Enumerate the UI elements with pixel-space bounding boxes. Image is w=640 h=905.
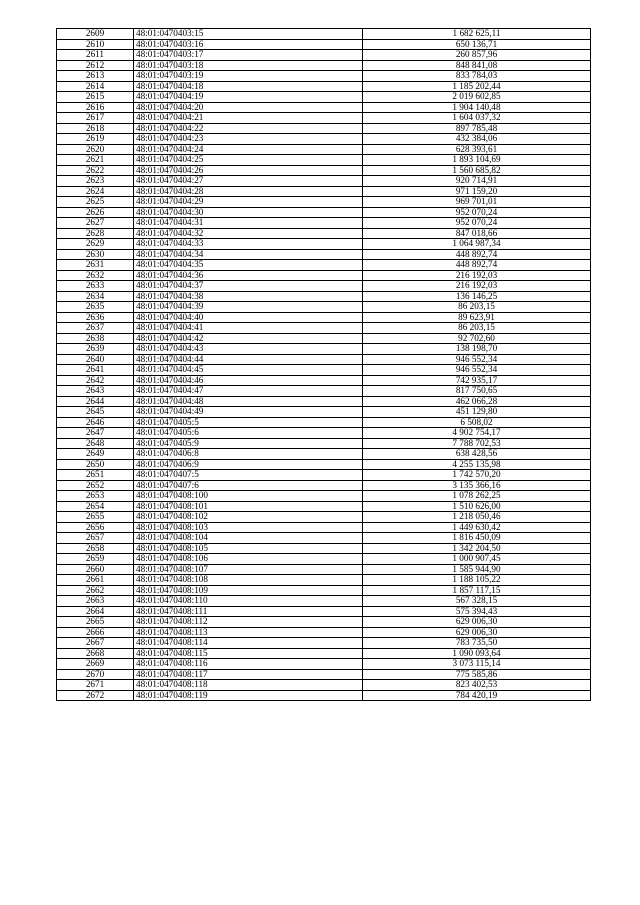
- cadastral-value-cell: 448 892,74: [363, 249, 591, 260]
- cadastral-value-cell: 1 000 907,45: [363, 554, 591, 565]
- cadastral-number-cell: 48:01:0470404:19: [134, 92, 363, 103]
- cadastral-number-cell: 48:01:0470408:111: [134, 606, 363, 617]
- row-number-cell: 2654: [57, 501, 134, 512]
- cadastral-number-cell: 48:01:0470404:43: [134, 344, 363, 355]
- cadastral-number-cell: 48:01:0470403:17: [134, 50, 363, 61]
- table-row: [57, 60, 591, 71]
- table-row: [57, 218, 591, 229]
- cadastral-value-cell: 1 218 050,46: [363, 512, 591, 523]
- table-row: [57, 554, 591, 565]
- row-number-cell: 2646: [57, 417, 134, 428]
- row-number-cell: 2633: [57, 281, 134, 292]
- row-number-cell: 2609: [57, 29, 134, 40]
- cadastral-value-cell: 216 192,03: [363, 281, 591, 292]
- table-row: [57, 585, 591, 596]
- cadastral-value-cell: 89 623,91: [363, 312, 591, 323]
- table-row: [57, 323, 591, 334]
- table-row: [57, 522, 591, 533]
- cadastral-number-cell: 48:01:0470404:29: [134, 197, 363, 208]
- table-row: [57, 312, 591, 323]
- table-row: [57, 260, 591, 271]
- table-row: [57, 176, 591, 187]
- cadastral-value-cell: 971 159,20: [363, 186, 591, 197]
- cadastral-number-cell: 48:01:0470404:20: [134, 102, 363, 113]
- cadastral-number-cell: 48:01:0470404:33: [134, 239, 363, 250]
- cadastral-number-cell: 48:01:0470404:44: [134, 354, 363, 365]
- table-row: [57, 470, 591, 481]
- cadastral-value-cell: 1 185 202,44: [363, 81, 591, 92]
- table-row: [57, 596, 591, 607]
- cadastral-number-cell: 48:01:0470403:19: [134, 71, 363, 82]
- row-number-cell: 2627: [57, 218, 134, 229]
- cadastral-value-cell: 1 857 117,15: [363, 585, 591, 596]
- table-row: [57, 144, 591, 155]
- row-number-cell: 2665: [57, 617, 134, 628]
- cadastral-number-cell: 48:01:0470408:108: [134, 575, 363, 586]
- row-number-cell: 2651: [57, 470, 134, 481]
- cadastral-value-cell: 969 701,01: [363, 197, 591, 208]
- cadastral-number-cell: 48:01:0470408:110: [134, 596, 363, 607]
- table-row: [57, 344, 591, 355]
- row-number-cell: 2649: [57, 449, 134, 460]
- cadastral-value-cell: 2 019 602,85: [363, 92, 591, 103]
- table-row: [57, 239, 591, 250]
- table-row: [57, 134, 591, 145]
- cadastral-value-cell: 1 078 262,25: [363, 491, 591, 502]
- cadastral-value-cell: 1 742 570,20: [363, 470, 591, 481]
- table-row: [57, 396, 591, 407]
- cadastral-number-cell: 48:01:0470404:38: [134, 291, 363, 302]
- cadastral-number-cell: 48:01:0470404:49: [134, 407, 363, 418]
- cadastral-number-cell: 48:01:0470404:31: [134, 218, 363, 229]
- cadastral-value-cell: 1 560 685,82: [363, 165, 591, 176]
- table-row: [57, 606, 591, 617]
- table-row: [57, 491, 591, 502]
- row-number-cell: 2661: [57, 575, 134, 586]
- cadastral-number-cell: 48:01:0470404:27: [134, 176, 363, 187]
- cadastral-value-cell: 1 893 104,69: [363, 155, 591, 166]
- cadastral-value-cell: 3 073 115,14: [363, 659, 591, 670]
- cadastral-value-cell: 1 904 140,48: [363, 102, 591, 113]
- row-number-cell: 2659: [57, 554, 134, 565]
- row-number-cell: 2613: [57, 71, 134, 82]
- row-number-cell: 2662: [57, 585, 134, 596]
- row-number-cell: 2629: [57, 239, 134, 250]
- cadastral-number-cell: 48:01:0470404:40: [134, 312, 363, 323]
- table-row: [57, 207, 591, 218]
- table-row: [57, 617, 591, 628]
- row-number-cell: 2630: [57, 249, 134, 260]
- cadastral-number-cell: 48:01:0470403:15: [134, 29, 363, 40]
- cadastral-number-cell: 48:01:0470408:114: [134, 638, 363, 649]
- cadastral-value-cell: 1 064 987,34: [363, 239, 591, 250]
- row-number-cell: 2645: [57, 407, 134, 418]
- cadastral-number-cell: 48:01:0470403:18: [134, 60, 363, 71]
- cadastral-number-cell: 48:01:0470408:107: [134, 564, 363, 575]
- cadastral-value-cell: 1 585 944,90: [363, 564, 591, 575]
- table-row: [57, 501, 591, 512]
- row-number-cell: 2628: [57, 228, 134, 239]
- cadastral-value-cell: 628 393,61: [363, 144, 591, 155]
- table-row: [57, 575, 591, 586]
- cadastral-value-cell: 1 342 204,50: [363, 543, 591, 554]
- table-row: [57, 459, 591, 470]
- row-number-cell: 2647: [57, 428, 134, 439]
- cadastral-value-cell: 1 090 093,64: [363, 648, 591, 659]
- cadastral-number-cell: 48:01:0470408:119: [134, 690, 363, 701]
- cadastral-value-cell: 6 508,02: [363, 417, 591, 428]
- table-row: [57, 680, 591, 691]
- cadastral-number-cell: 48:01:0470408:101: [134, 501, 363, 512]
- row-number-cell: 2618: [57, 123, 134, 134]
- row-number-cell: 2641: [57, 365, 134, 376]
- table-row: [57, 438, 591, 449]
- cadastral-value-cell: 784 420,19: [363, 690, 591, 701]
- table-row: [57, 186, 591, 197]
- row-number-cell: 2652: [57, 480, 134, 491]
- table-row: [57, 690, 591, 701]
- table-row: [57, 270, 591, 281]
- cadastral-number-cell: 48:01:0470408:100: [134, 491, 363, 502]
- cadastral-number-cell: 48:01:0470404:36: [134, 270, 363, 281]
- cadastral-value-cell: 1 682 625,11: [363, 29, 591, 40]
- cadastral-number-cell: 48:01:0470404:42: [134, 333, 363, 344]
- table-row: [57, 564, 591, 575]
- cadastral-number-cell: 48:01:0470403:16: [134, 39, 363, 50]
- row-number-cell: 2637: [57, 323, 134, 334]
- row-number-cell: 2648: [57, 438, 134, 449]
- cadastral-number-cell: 48:01:0470408:113: [134, 627, 363, 638]
- row-number-cell: 2616: [57, 102, 134, 113]
- row-number-cell: 2624: [57, 186, 134, 197]
- row-number-cell: 2640: [57, 354, 134, 365]
- row-number-cell: 2635: [57, 302, 134, 313]
- table-row: [57, 333, 591, 344]
- row-number-cell: 2655: [57, 512, 134, 523]
- cadastral-number-cell: 48:01:0470408:115: [134, 648, 363, 659]
- row-number-cell: 2667: [57, 638, 134, 649]
- table-row: [57, 417, 591, 428]
- cadastral-number-cell: 48:01:0470404:28: [134, 186, 363, 197]
- table-row: [57, 50, 591, 61]
- row-number-cell: 2638: [57, 333, 134, 344]
- row-number-cell: 2657: [57, 533, 134, 544]
- table-row: [57, 354, 591, 365]
- table-row: [57, 627, 591, 638]
- cadastral-number-cell: 48:01:0470408:103: [134, 522, 363, 533]
- table-row: [57, 386, 591, 397]
- cadastral-value-cell: 1 816 450,09: [363, 533, 591, 544]
- cadastral-number-cell: 48:01:0470408:105: [134, 543, 363, 554]
- cadastral-value-cell: 1 188 105,22: [363, 575, 591, 586]
- table-row: [57, 113, 591, 124]
- table-row: [57, 123, 591, 134]
- cadastral-value-cell: 848 841,08: [363, 60, 591, 71]
- cadastral-value-cell: 775 585,86: [363, 669, 591, 680]
- table-row: [57, 155, 591, 166]
- row-number-cell: 2614: [57, 81, 134, 92]
- row-number-cell: 2656: [57, 522, 134, 533]
- cadastral-number-cell: 48:01:0470404:32: [134, 228, 363, 239]
- cadastral-number-cell: 48:01:0470404:37: [134, 281, 363, 292]
- cadastral-value-cell: 462 066,28: [363, 396, 591, 407]
- table-row: [57, 659, 591, 670]
- table-row: [57, 81, 591, 92]
- cadastral-value-cell: 952 070,24: [363, 207, 591, 218]
- cadastral-value-cell: 92 702,60: [363, 333, 591, 344]
- cadastral-number-cell: 48:01:0470404:23: [134, 134, 363, 145]
- cadastral-number-cell: 48:01:0470408:116: [134, 659, 363, 670]
- cadastral-value-cell: 136 146,25: [363, 291, 591, 302]
- cadastral-value-cell: 86 203,15: [363, 323, 591, 334]
- row-number-cell: 2671: [57, 680, 134, 691]
- row-number-cell: 2664: [57, 606, 134, 617]
- row-number-cell: 2668: [57, 648, 134, 659]
- cadastral-number-cell: 48:01:0470407:5: [134, 470, 363, 481]
- cadastral-number-cell: 48:01:0470404:26: [134, 165, 363, 176]
- row-number-cell: 2631: [57, 260, 134, 271]
- row-number-cell: 2617: [57, 113, 134, 124]
- cadastral-value-cell: 1 510 626,00: [363, 501, 591, 512]
- table-row: [57, 249, 591, 260]
- row-number-cell: 2612: [57, 60, 134, 71]
- cadastral-number-cell: 48:01:0470408:102: [134, 512, 363, 523]
- cadastral-value-cell: 817 750,65: [363, 386, 591, 397]
- row-number-cell: 2658: [57, 543, 134, 554]
- table-row: [57, 102, 591, 113]
- cadastral-number-cell: 48:01:0470406:8: [134, 449, 363, 460]
- table-row: [57, 512, 591, 523]
- cadastral-number-cell: 48:01:0470404:25: [134, 155, 363, 166]
- row-number-cell: 2653: [57, 491, 134, 502]
- row-number-cell: 2672: [57, 690, 134, 701]
- row-number-cell: 2669: [57, 659, 134, 670]
- cadastral-value-cell: 4 902 754,17: [363, 428, 591, 439]
- cadastral-number-cell: 48:01:0470404:30: [134, 207, 363, 218]
- cadastral-value-cell: 1 449 630,42: [363, 522, 591, 533]
- cadastral-value-cell: 742 935,17: [363, 375, 591, 386]
- table-row: [57, 543, 591, 554]
- cadastral-number-cell: 48:01:0470404:18: [134, 81, 363, 92]
- row-number-cell: 2626: [57, 207, 134, 218]
- table-row: [57, 480, 591, 491]
- cadastral-number-cell: 48:01:0470408:104: [134, 533, 363, 544]
- row-number-cell: 2619: [57, 134, 134, 145]
- table-row: [57, 291, 591, 302]
- row-number-cell: 2639: [57, 344, 134, 355]
- cadastral-value-cell: 4 255 135,98: [363, 459, 591, 470]
- cadastral-number-cell: 48:01:0470404:39: [134, 302, 363, 313]
- cadastral-value-cell: 432 384,06: [363, 134, 591, 145]
- cadastral-number-cell: 48:01:0470404:47: [134, 386, 363, 397]
- cadastral-value-cell: 575 394,43: [363, 606, 591, 617]
- cadastral-value-cell: 897 785,48: [363, 123, 591, 134]
- row-number-cell: 2643: [57, 386, 134, 397]
- table-row: [57, 29, 591, 40]
- cadastral-value-cell: 7 788 702,53: [363, 438, 591, 449]
- table-row: [57, 39, 591, 50]
- cadastral-number-cell: 48:01:0470404:34: [134, 249, 363, 260]
- table-row: [57, 638, 591, 649]
- cadastral-number-cell: 48:01:0470406:9: [134, 459, 363, 470]
- cadastral-number-cell: 48:01:0470404:22: [134, 123, 363, 134]
- cadastral-value-cell: 138 198,70: [363, 344, 591, 355]
- cadastral-value-cell: 638 428,56: [363, 449, 591, 460]
- table-row: [57, 428, 591, 439]
- row-number-cell: 2621: [57, 155, 134, 166]
- cadastral-number-cell: 48:01:0470407:6: [134, 480, 363, 491]
- cadastral-value-cell: 823 402,53: [363, 680, 591, 691]
- cadastral-number-cell: 48:01:0470405:9: [134, 438, 363, 449]
- cadastral-value-cell: 629 006,30: [363, 617, 591, 628]
- cadastral-value-cell: 448 892,74: [363, 260, 591, 271]
- table-row: [57, 407, 591, 418]
- row-number-cell: 2622: [57, 165, 134, 176]
- cadastral-number-cell: 48:01:0470405:5: [134, 417, 363, 428]
- row-number-cell: 2663: [57, 596, 134, 607]
- cadastral-value-cell: 629 006,30: [363, 627, 591, 638]
- cadastral-number-cell: 48:01:0470408:112: [134, 617, 363, 628]
- table-row: [57, 365, 591, 376]
- cadastral-value-cell: 3 135 366,16: [363, 480, 591, 491]
- table-row: [57, 197, 591, 208]
- table-row: [57, 71, 591, 82]
- row-number-cell: 2670: [57, 669, 134, 680]
- table-row: [57, 669, 591, 680]
- cadastral-number-cell: 48:01:0470404:45: [134, 365, 363, 376]
- row-number-cell: 2660: [57, 564, 134, 575]
- cadastral-number-cell: 48:01:0470404:24: [134, 144, 363, 155]
- cadastral-number-cell: 48:01:0470408:118: [134, 680, 363, 691]
- cadastral-value-cell: 86 203,15: [363, 302, 591, 313]
- cadastral-value-cell: 451 129,80: [363, 407, 591, 418]
- cadastral-value-cell: 650 136,71: [363, 39, 591, 50]
- table-row: [57, 648, 591, 659]
- table-row: [57, 375, 591, 386]
- row-number-cell: 2620: [57, 144, 134, 155]
- table-row: [57, 302, 591, 313]
- row-number-cell: 2623: [57, 176, 134, 187]
- cadastral-value-cell: 216 192,03: [363, 270, 591, 281]
- cadastral-value-cell: 783 735,50: [363, 638, 591, 649]
- row-number-cell: 2610: [57, 39, 134, 50]
- cadastral-number-cell: 48:01:0470404:46: [134, 375, 363, 386]
- row-number-cell: 2666: [57, 627, 134, 638]
- table-row: [57, 228, 591, 239]
- row-number-cell: 2644: [57, 396, 134, 407]
- table-row: [57, 165, 591, 176]
- row-number-cell: 2650: [57, 459, 134, 470]
- cadastral-value-cell: 946 552,34: [363, 365, 591, 376]
- cadastral-value-cell: 952 070,24: [363, 218, 591, 229]
- table-row: [57, 449, 591, 460]
- row-number-cell: 2634: [57, 291, 134, 302]
- cadastral-value-cell: 920 714,91: [363, 176, 591, 187]
- row-number-cell: 2615: [57, 92, 134, 103]
- table-row: [57, 533, 591, 544]
- cadastral-number-cell: 48:01:0470405:6: [134, 428, 363, 439]
- row-number-cell: 2632: [57, 270, 134, 281]
- row-number-cell: 2611: [57, 50, 134, 61]
- cadastral-value-cell: 833 784,03: [363, 71, 591, 82]
- cadastral-number-cell: 48:01:0470404:48: [134, 396, 363, 407]
- cadastral-value-cell: 946 552,34: [363, 354, 591, 365]
- cadastral-value-cell: 1 604 037,32: [363, 113, 591, 124]
- cadastral-number-cell: 48:01:0470404:41: [134, 323, 363, 334]
- table-body: [57, 29, 591, 701]
- cadastral-number-cell: 48:01:0470408:109: [134, 585, 363, 596]
- cadastral-value-cell: 567 328,15: [363, 596, 591, 607]
- cadastral-value-cell: 260 857,96: [363, 50, 591, 61]
- cadastral-value-table: [56, 28, 591, 701]
- table-row: [57, 281, 591, 292]
- row-number-cell: 2625: [57, 197, 134, 208]
- table-row: [57, 92, 591, 103]
- cadastral-value-cell: 847 018,66: [363, 228, 591, 239]
- cadastral-number-cell: 48:01:0470408:117: [134, 669, 363, 680]
- cadastral-number-cell: 48:01:0470404:35: [134, 260, 363, 271]
- row-number-cell: 2642: [57, 375, 134, 386]
- cadastral-number-cell: 48:01:0470404:21: [134, 113, 363, 124]
- row-number-cell: 2636: [57, 312, 134, 323]
- cadastral-number-cell: 48:01:0470408:106: [134, 554, 363, 565]
